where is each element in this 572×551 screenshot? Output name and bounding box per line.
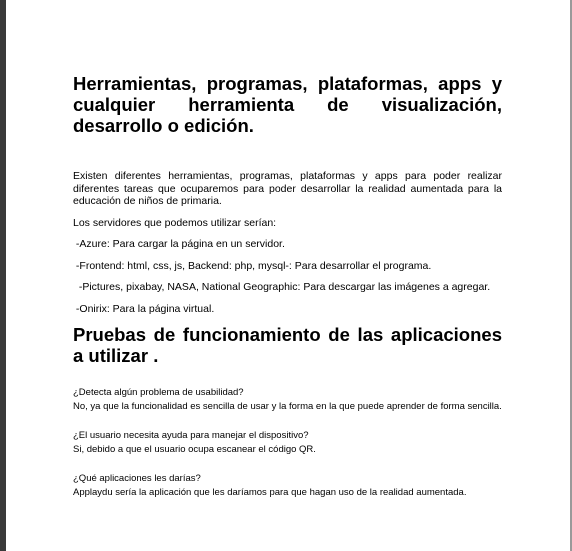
server-item-azure: -Azure: Para cargar la página en un servidor. <box>73 238 285 250</box>
question-apps: ¿Qué aplicaciones les darías? <box>73 473 201 484</box>
section-heading-tools: Herramientas, programas, plataformas, apps y cualquier herramienta de visualización, desarrollo o edición. <box>73 73 502 136</box>
document-page <box>6 0 570 551</box>
servers-title: Los servidores que podemos utilizar serían: <box>73 216 277 229</box>
answer-usability: No, ya que la funcionalidad es sencilla de usar y la forma en la que puede aprender de forma sencilla. <box>73 401 502 412</box>
question-usability: ¿Detecta algún problema de usabilidad? <box>73 387 244 398</box>
question-help: ¿El usuario necesita ayuda para manejar el dispositivo? <box>73 430 309 441</box>
intro-paragraph: Existen diferentes herramientas, programas, plataformas y apps para poder realizar diferentes tareas que ocuparemos para poder desarrollar la realidad aumentada para la educación de niños de primaria. <box>73 170 502 207</box>
server-item-stack: -Frontend: html, css, js, Backend: php, mysql-: Para desarrollar el programa. <box>73 259 432 272</box>
server-item-onirix: -Onirix: Para la página virtual. <box>73 302 215 315</box>
page-content <box>73 73 502 500</box>
section-heading-tests: Pruebas de funcionamiento de las aplicaciones a utilizar . <box>73 324 502 366</box>
answer-apps: Applaydu sería la aplicación que les daríamos para que hagan uso de la realidad aumentada. <box>73 487 467 498</box>
server-item-images: -Pictures, pixabay, NASA, National Geographic: Para descargar las imágenes a agregar. <box>73 281 491 293</box>
answer-help: Si, debido a que el usuario ocupa escanear el código QR. <box>73 444 316 455</box>
